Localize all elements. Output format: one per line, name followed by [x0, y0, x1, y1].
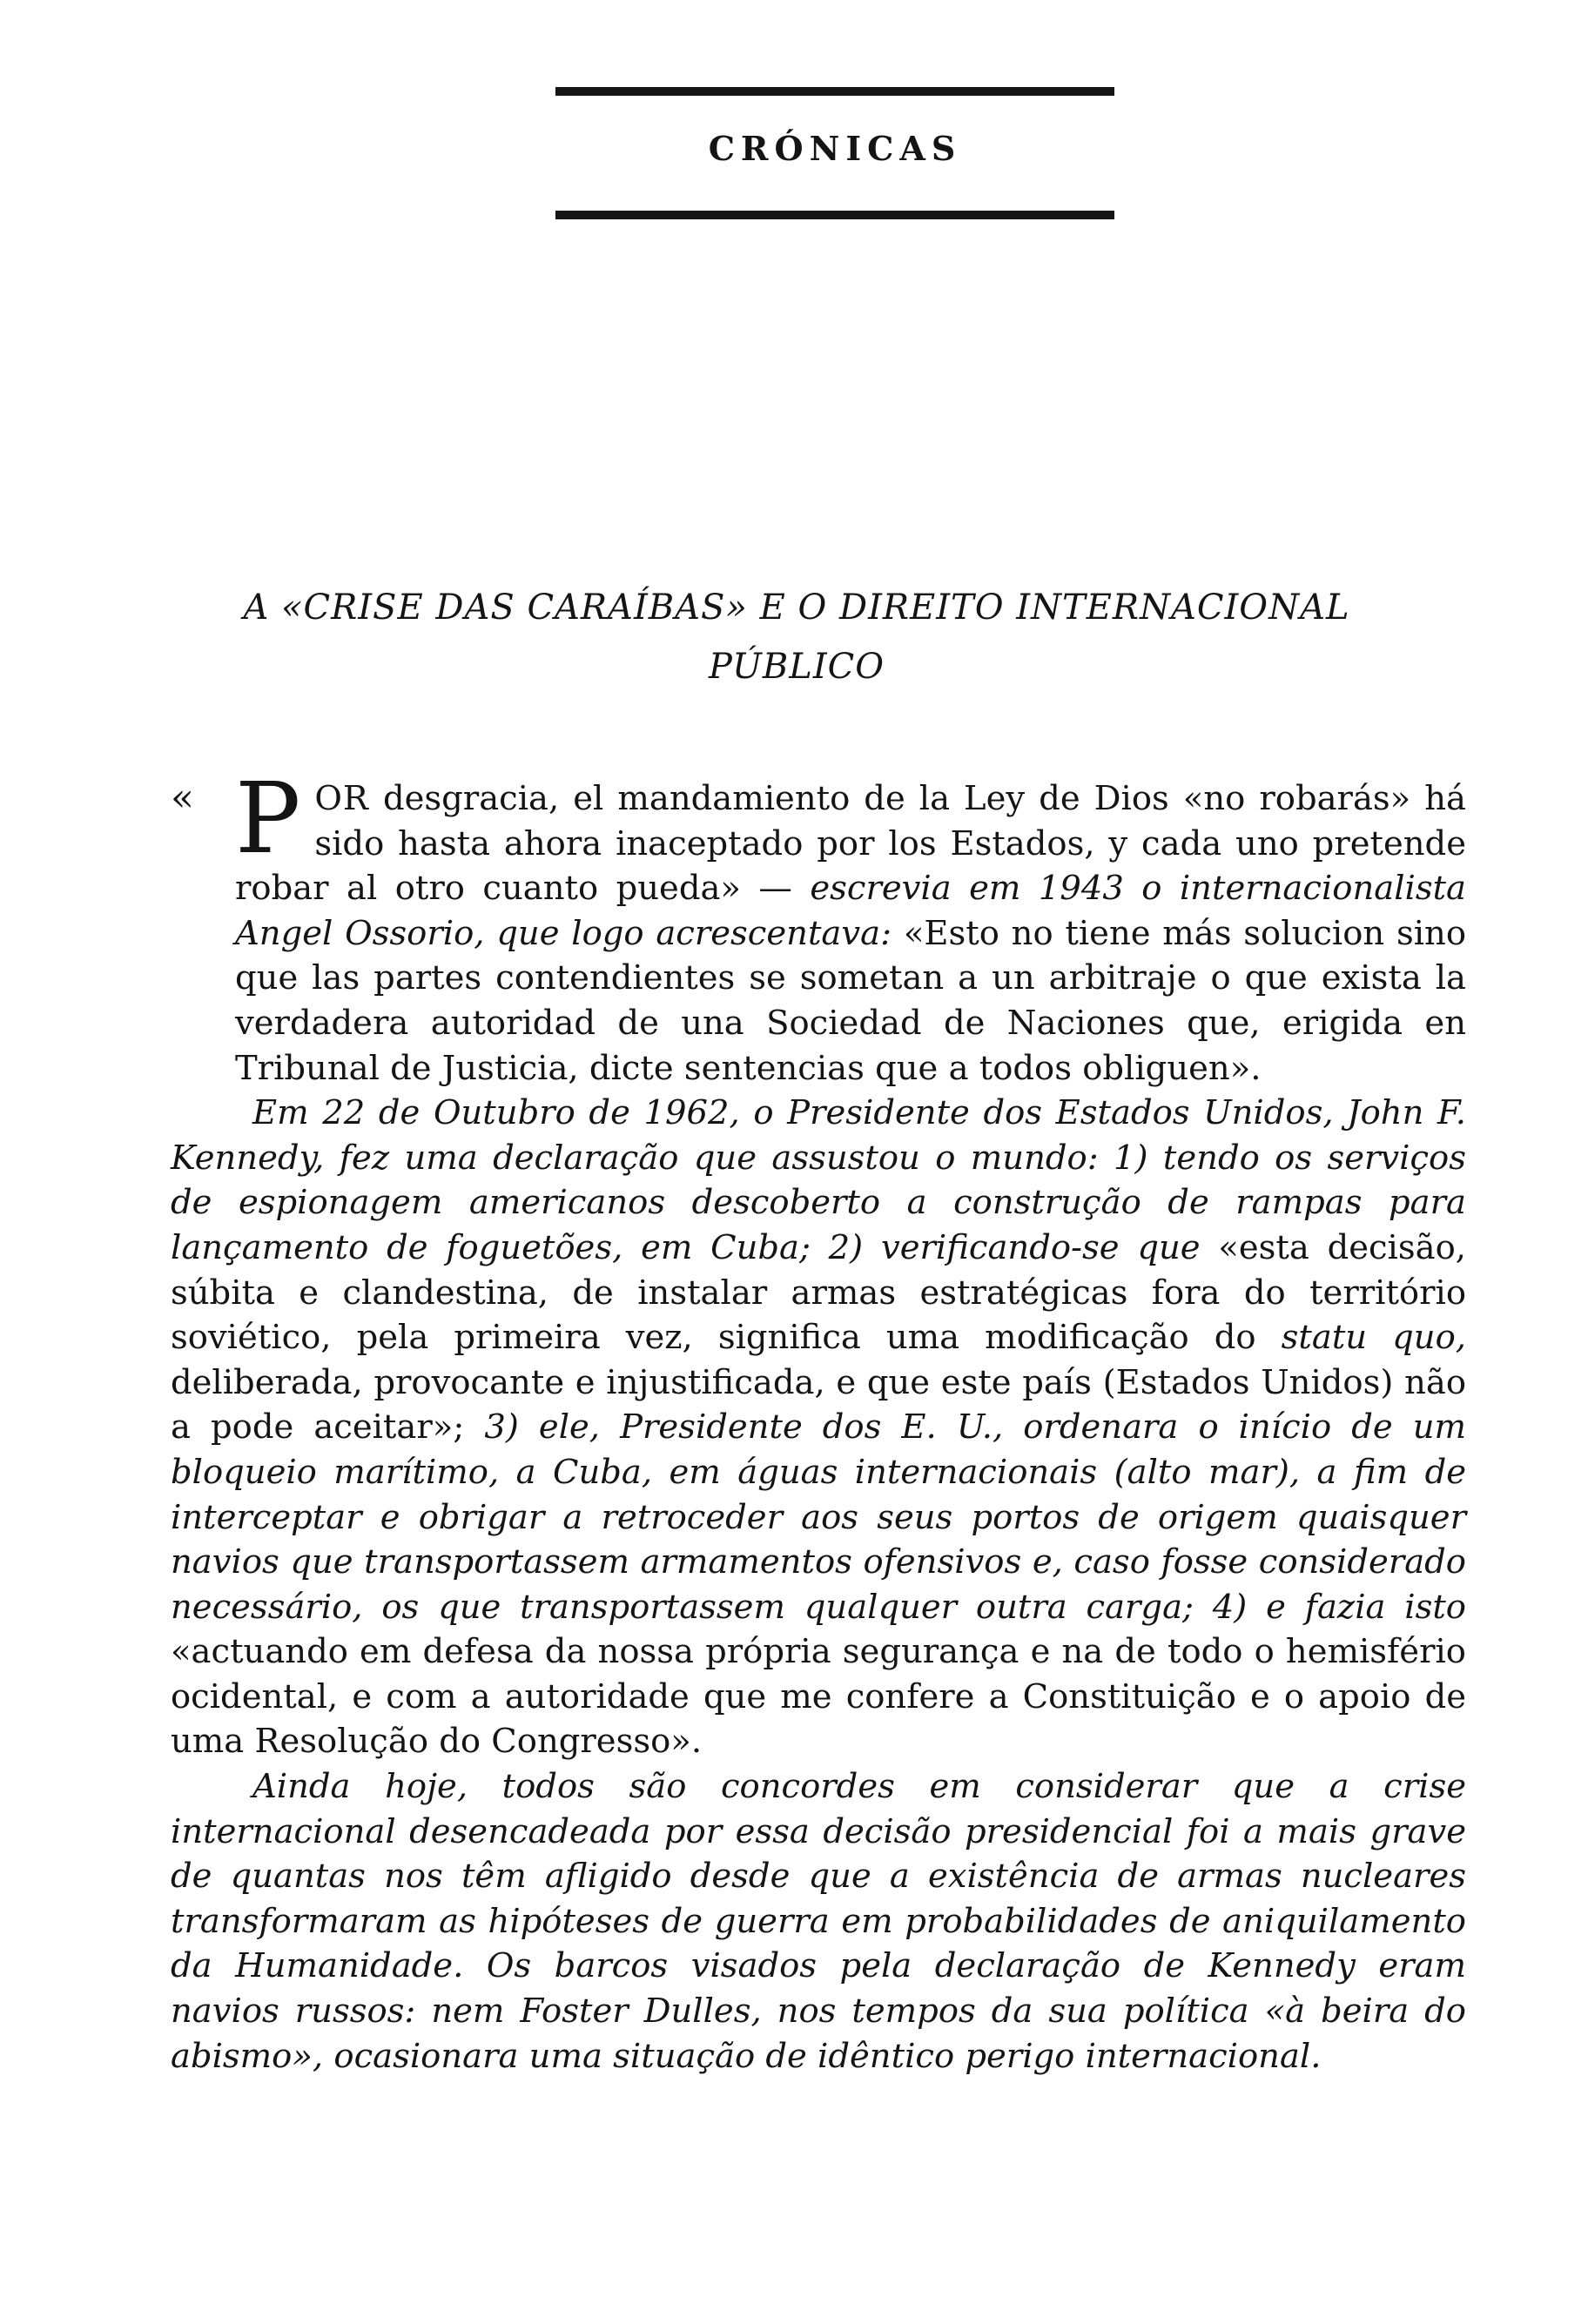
paragraph-1-text-a: desgracia, el mandamiento de la Ley de Dios «no robarás» há sido hasta ahora inaceptado por los Estados, y cada uno pretende robar al otro cuanto pueda» — [235, 779, 1466, 909]
paragraph-3 [171, 1764, 1466, 2079]
paragraph-2-italic-c: 3) ele, Presidente dos E. U., ordenara o início de um bloqueio marítimo, a Cuba, em águas internacionais (alto mar), a fim de interceptar e obrigar a retroceder aos seus portos de origem quaisquer navios que transportassem armamentos ofensivos e, caso fosse considerado necessário, os que transportassem qualquer outra carga; 4) e fazia isto [171, 1407, 1466, 1627]
article-title [174, 578, 1419, 696]
paragraph-2 [171, 1091, 1466, 1764]
paragraph-1-text-b: «Esto no tiene más solucion sino que las partes contendientes se sometan a un arbitraje o que exista la verdadera autoridad de una Sociedad de Naciones que, erigida en Tribunal de Justicia, dicte sentencias que a todos obliguen». [235, 913, 1466, 1088]
section-title: CRÓNICAS [708, 129, 962, 168]
header-bottom-rule [555, 211, 1114, 219]
article-body [171, 762, 1467, 2079]
paragraph-1 [171, 762, 1467, 1091]
paragraph-2-italic-b: statu quo, [1281, 1318, 1466, 1358]
article-title-line-1: A «CRISE DAS CARAÍBAS» E O DIREITO INTERNACIONAL [243, 588, 1350, 628]
paragraph-2-italic-a: Em 22 de Outubro de 1962, o Presidente dos Estados Unidos, John F. Kennedy, fez uma declaração que assustou o mundo: 1) tendo os serviços de espionagem americanos descoberto a construção de rampas para lançamento de foguetões, em Cuba; 2) verificando-se que [171, 1093, 1466, 1267]
drop-cap: P [235, 762, 301, 876]
article-title-line-2: PÚBLICO [708, 647, 885, 687]
paragraph-2-text-c: «actuando em defesa da nossa própria segurança e na de todo o hemisfério ocidental, e com a autoridade que me confere a Constituição e o apoio de uma Resolução do Congresso». [171, 1632, 1466, 1762]
small-caps-text: OR [314, 779, 369, 818]
opening-quote: « [171, 776, 194, 820]
paragraph-2-text-a: «esta decisão, súbita e clandestina, de instalar armas estratégicas fora do território soviético, pela primeira vez, significa uma modificação do [171, 1227, 1466, 1358]
paragraph-3-italic-a: Ainda hoje, todos são concordes em considerar que a crise internacional desencadeada por essa decisão presidencial foi a mais grave de quantas nos têm afligido desde que a existência de armas nucleares transformaram as hipóteses de guerra em probabilidades de aniquilamento da Humanidade. Os barcos visados pela declaração de Kennedy eram navios russos: nem Foster Dulles, nos tempos da sua política «à beira do abismo», ocasionara uma situação de idêntico perigo internacional. [171, 1767, 1466, 2076]
paragraph-1-italic-a: escrevia em 1943 o internacionalista Angel Ossorio, que logo acrescentava: [235, 869, 1467, 953]
header-top-rule [555, 87, 1114, 96]
paragraph-2-text-b: deliberada, provocante e injustificada, e que este país (Estados Unidos) não a pode aceitar»; [171, 1362, 1466, 1447]
